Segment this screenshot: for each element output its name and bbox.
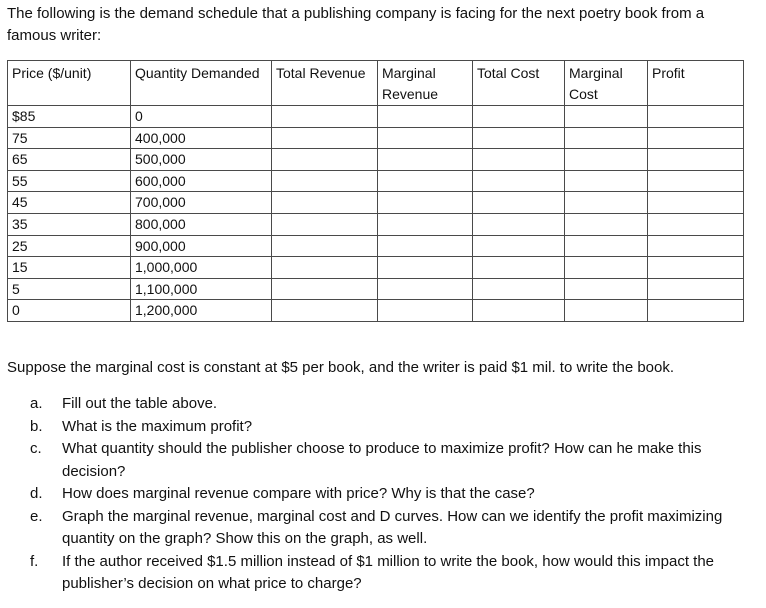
total-revenue-cell — [272, 127, 378, 149]
total-revenue-cell — [272, 170, 378, 192]
question-item — [30, 551, 730, 596]
profit-cell — [648, 257, 744, 279]
header-total-revenue: Total Revenue — [272, 61, 378, 106]
total-cost-cell — [473, 257, 565, 279]
intro-paragraph: The following is the demand schedule that a publishing company is facing for the next poetry book from a famous writer: — [7, 5, 705, 44]
total-revenue-cell — [272, 235, 378, 257]
table-row — [8, 278, 744, 300]
total-revenue-cell — [272, 278, 378, 300]
table-row — [8, 127, 744, 149]
price-cell: 45 — [8, 192, 131, 214]
price-cell: 5 — [8, 278, 131, 300]
marginal-cost-cell — [565, 278, 648, 300]
header-marginal-revenue: Marginal Revenue — [378, 61, 473, 106]
marginal-cost-cell — [565, 257, 648, 279]
table-header-row — [8, 61, 744, 106]
header-price: Price ($/unit) — [8, 61, 131, 106]
profit-cell — [648, 106, 744, 128]
marginal-revenue-cell — [378, 278, 473, 300]
quantity-cell: 600,000 — [131, 170, 272, 192]
marginal-revenue-cell — [378, 149, 473, 171]
price-cell: 35 — [8, 213, 131, 235]
quantity-cell: 500,000 — [131, 149, 272, 171]
header-quantity-demanded: Quantity Demanded — [131, 61, 272, 106]
table-row — [8, 213, 744, 235]
profit-cell — [648, 149, 744, 171]
quantity-cell: 0 — [131, 106, 272, 128]
table-row — [8, 149, 744, 171]
total-revenue-cell — [272, 106, 378, 128]
profit-cell — [648, 300, 744, 322]
price-cell: 55 — [8, 170, 131, 192]
total-revenue-cell — [272, 192, 378, 214]
header-marginal-cost: Marginal Cost — [565, 61, 648, 106]
table-body — [8, 106, 744, 322]
marginal-revenue-cell — [378, 127, 473, 149]
price-cell: $85 — [8, 106, 131, 128]
marginal-revenue-cell — [378, 170, 473, 192]
question-item — [30, 416, 730, 439]
quantity-cell: 700,000 — [131, 192, 272, 214]
question-text: Fill out the table above. — [62, 395, 218, 412]
demand-schedule-table — [7, 60, 744, 322]
total-cost-cell — [473, 213, 565, 235]
quantity-cell: 400,000 — [131, 127, 272, 149]
marginal-cost-cell — [565, 170, 648, 192]
profit-cell — [648, 278, 744, 300]
price-cell: 75 — [8, 127, 131, 149]
total-cost-cell — [473, 235, 565, 257]
assumption-paragraph: Suppose the marginal cost is constant at $5 per book, and the writer is paid $1 mil. to write the book. — [7, 359, 675, 376]
quantity-cell: 900,000 — [131, 235, 272, 257]
profit-cell — [648, 170, 744, 192]
price-cell: 0 — [8, 300, 131, 322]
question-marker: a. — [30, 395, 43, 412]
table-row — [8, 235, 744, 257]
total-cost-cell — [473, 149, 565, 171]
total-revenue-cell — [272, 257, 378, 279]
total-cost-cell — [473, 127, 565, 149]
questions-list — [30, 393, 730, 596]
quantity-cell: 1,000,000 — [131, 257, 272, 279]
total-cost-cell — [473, 278, 565, 300]
total-cost-cell — [473, 300, 565, 322]
question-marker: f. — [30, 552, 39, 570]
marginal-revenue-cell — [378, 213, 473, 235]
total-revenue-cell — [272, 213, 378, 235]
table-row — [8, 106, 744, 128]
total-revenue-cell — [272, 149, 378, 171]
question-item — [30, 483, 730, 506]
marginal-revenue-cell — [378, 192, 473, 214]
price-cell: 15 — [8, 257, 131, 279]
question-text: Graph the marginal revenue, marginal cost and D curves. How can we identify the profit maximizing quantity on the graph? Show this on the graph, as well. — [62, 507, 723, 547]
marginal-revenue-cell — [378, 257, 473, 279]
question-text: What quantity should the publisher choose to produce to maximize profit? How can he make this decision? — [62, 440, 702, 480]
marginal-cost-cell — [565, 300, 648, 322]
question-text: How does marginal revenue compare with price? Why is that the case? — [62, 485, 535, 502]
header-total-cost: Total Cost — [473, 61, 565, 106]
table-row — [8, 192, 744, 214]
marginal-revenue-cell — [378, 106, 473, 128]
total-revenue-cell — [272, 300, 378, 322]
quantity-cell: 800,000 — [131, 213, 272, 235]
question-marker: e. — [30, 507, 43, 525]
quantity-cell: 1,200,000 — [131, 300, 272, 322]
total-cost-cell — [473, 170, 565, 192]
quantity-cell: 1,100,000 — [131, 278, 272, 300]
marginal-cost-cell — [565, 106, 648, 128]
marginal-cost-cell — [565, 235, 648, 257]
question-item — [30, 438, 730, 483]
question-marker: b. — [30, 417, 43, 435]
profit-cell — [648, 192, 744, 214]
total-cost-cell — [473, 106, 565, 128]
marginal-cost-cell — [565, 127, 648, 149]
question-marker: d. — [30, 485, 43, 502]
marginal-cost-cell — [565, 213, 648, 235]
profit-cell — [648, 213, 744, 235]
header-profit: Profit — [648, 61, 744, 106]
marginal-cost-cell — [565, 149, 648, 171]
price-cell: 25 — [8, 235, 131, 257]
question-marker: c. — [30, 440, 42, 457]
profit-cell — [648, 235, 744, 257]
total-cost-cell — [473, 192, 565, 214]
question-item — [30, 393, 730, 416]
price-cell: 65 — [8, 149, 131, 171]
marginal-revenue-cell — [378, 235, 473, 257]
question-text: What is the maximum profit? — [62, 417, 253, 435]
table-row — [8, 257, 744, 279]
question-text: If the author received $1.5 million instead of $1 million to write the book, how would this impact the publisher’s decision on what price to charge? — [62, 552, 715, 592]
question-item — [30, 506, 730, 551]
table-row — [8, 300, 744, 322]
profit-cell — [648, 127, 744, 149]
marginal-cost-cell — [565, 192, 648, 214]
table-row — [8, 170, 744, 192]
marginal-revenue-cell — [378, 300, 473, 322]
